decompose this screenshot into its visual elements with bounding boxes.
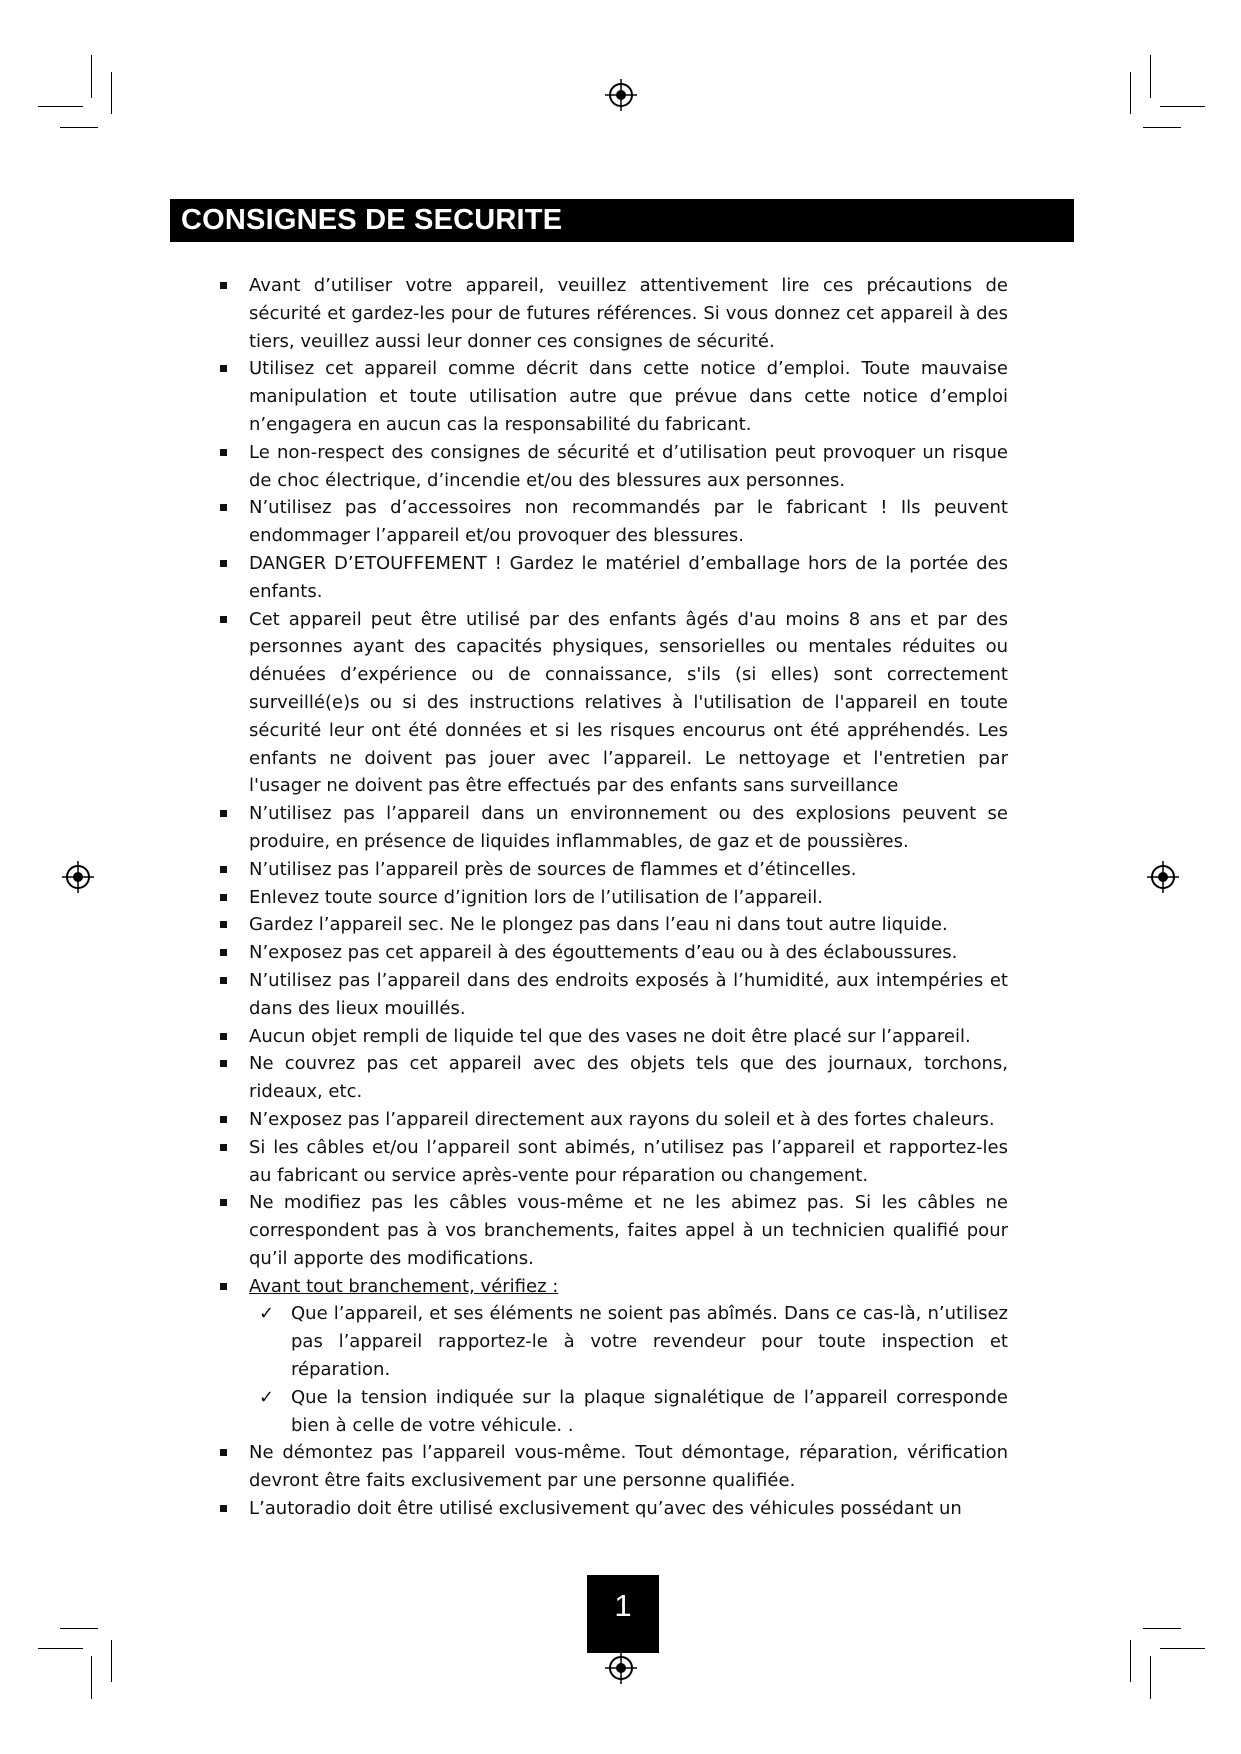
crop-mark [60,127,98,128]
list-item [220,439,1008,495]
list-item-text: Si les câbles et/ou l’appareil sont abimés, n’utilisez pas l’appareil et rapportez-les au fabricant ou service après-vente pour réparation ou changement. [249,1136,1008,1186]
crop-mark [1143,127,1181,128]
bullet-square-icon [220,365,227,372]
registration-mark-icon [604,1651,638,1685]
crop-mark [91,1656,92,1699]
list-item [220,967,1008,1023]
bullet-square-icon [220,1449,227,1456]
crop-mark [1160,1648,1205,1649]
safety-instructions-list [220,272,1008,1523]
bullet-square-icon [220,504,227,511]
list-item [220,355,1008,438]
list-item-text: Aucun objet rempli de liquide tel que des vases ne doit être placé sur l’appareil. [249,1025,971,1047]
checkmark-icon: ✓ [259,1303,275,1325]
checklist [249,1300,1008,1439]
bullet-square-icon [220,977,227,984]
list-item-text: N’exposez pas cet appareil à des égouttements d’eau ou à des éclaboussures. [249,942,958,964]
list-item-text: Avant d’utiliser votre appareil, veuillez attentivement lire ces précautions de sécurité et gardez-les pour de futures références. Si vous donnez cet appareil à des tiers, veuillez aussi leur donner ces consignes de sécurité. [249,275,1008,352]
bullet-square-icon [220,449,227,456]
list-item-text: Le non-respect des consignes de sécurité et d’utilisation peut provoquer un risque de choc électrique, d’incendie et/ou des blessures aux personnes. [249,441,1008,491]
list-item [220,1439,1008,1495]
list-item [220,856,1008,884]
bullet-square-icon [220,810,227,817]
list-item-text: Ne modifiez pas les câbles vous-même et ne les abimez pas. Si les câbles ne correspondent pas à vos branchements, faites appel à un technicien qualifié pour qu’il apporte des modifications. [249,1192,1008,1269]
crop-mark [1130,1640,1131,1682]
list-item [220,1189,1008,1272]
list-item-text: L’autoradio doit être utilisé exclusivement qu’avec des véhicules possédant un [249,1498,962,1520]
bullet-square-icon [220,1199,227,1206]
crop-mark [111,72,112,114]
page-number: 1 [587,1575,659,1653]
registration-mark-icon [61,860,95,894]
crop-mark [111,1640,112,1682]
list-item [220,494,1008,550]
list-item-text: Utilisez cet appareil comme décrit dans cette notice d’emploi. Toute mauvaise manipulation et toute utilisation autre que prévue dans cette notice d’emploi n’engagera en aucun cas la responsabilité du fabricant. [249,358,1008,435]
crop-mark [91,55,92,98]
list-item-text: N’utilisez pas l’appareil dans des endroits exposés à l’humidité, aux intempéries et dans des lieux mouillés. [249,969,1008,1019]
list-item [220,1495,1008,1523]
list-item-text: DANGER D’ETOUFFEMENT ! Gardez le matériel d’emballage hors de la portée des enfants. [249,552,1008,602]
bullet-square-icon [220,1033,227,1040]
crop-mark [1150,55,1151,98]
checklist-item [249,1300,1008,1383]
list-item [220,272,1008,355]
bullet-square-icon [220,949,227,956]
registration-mark-icon [604,78,638,112]
bullet-square-icon [220,866,227,873]
list-item [220,884,1008,912]
list-item [220,911,1008,939]
crop-mark [1150,1656,1151,1699]
list-item [220,1106,1008,1134]
list-item-text: Ne couvrez pas cet appareil avec des objets tels que des journaux, torchons, rideaux, etc. [249,1053,1008,1103]
crop-mark [1160,106,1205,107]
list-item [220,939,1008,967]
list-item [220,1050,1008,1106]
bullet-square-icon [220,921,227,928]
list-item-text: N’exposez pas l’appareil directement aux rayons du soleil et à des fortes chaleurs. [249,1108,995,1130]
list-item-text: Gardez l’appareil sec. Ne le plongez pas dans l’eau ni dans tout autre liquide. [249,914,948,936]
list-item-text: Avant tout branchement, vérifiez : [249,1275,559,1297]
list-item [220,550,1008,606]
section-title: CONSIGNES DE SECURITE [170,199,1074,242]
list-item-text: N’utilisez pas l’appareil dans un environnement ou des explosions peuvent se produire, en présence de liquides inflammables, de gaz et de poussières. [249,803,1008,852]
crop-mark [1143,1628,1181,1629]
list-item-text: Cet appareil peut être utilisé par des enfants âgés d'au moins 8 ans et par des personnes ayant des capacités physiques, sensorielles ou mentales réduites ou dénuées d’expérience ou de connaissance, s'ils (si elles) sont correctement surveillé(e)s ou si des instructions relatives à l'utilisation de l'appareil en toute sécurité leur ont été données et si les risques encourus ont été appréhendés. Les enfants ne doivent pas jouer avec l’appareil. Le nettoyage et l'entretien par l'usager ne doivent pas être effectués par des enfants sans surveillance [249,608,1008,797]
crop-mark [60,1628,98,1629]
list-item [220,1134,1008,1190]
bullet-square-icon [220,282,227,289]
bullet-square-icon [220,616,227,623]
list-item [220,1023,1008,1051]
crop-mark [38,106,83,107]
crop-mark [38,1648,83,1649]
crop-mark [1130,72,1131,114]
checklist-item-text: Que l’appareil, et ses éléments ne soient pas abîmés. Dans ce cas-là, n’utilisez pas l’appareil rapportez-le à votre revendeur pour toute inspection et réparation. [291,1303,1008,1381]
list-item-text: N’utilisez pas d’accessoires non recommandés par le fabricant ! Ils peuvent endommager l’appareil et/ou provoquer des blessures. [249,497,1008,547]
registration-mark-icon [1146,860,1180,894]
bullet-square-icon [220,1283,227,1290]
bullet-square-icon [220,1060,227,1067]
bullet-square-icon [220,894,227,901]
checklist-item [249,1384,1008,1440]
list-item [220,1273,1008,1440]
bullet-square-icon [220,1505,227,1512]
list-item-text: Enlevez toute source d’ignition lors de l’utilisation de l’appareil. [249,886,823,908]
bullet-square-icon [220,1116,227,1123]
bullet-square-icon [220,1144,227,1151]
list-item-text: N’utilisez pas l’appareil près de sources de flammes et d’étincelles. [249,858,857,880]
list-item [220,606,1008,801]
bullet-square-icon [220,560,227,567]
checklist-item-text: Que la tension indiquée sur la plaque signalétique de l’appareil corresponde bien à celle de votre véhicule. . [291,1386,1008,1436]
checkmark-icon: ✓ [259,1386,275,1408]
list-item [220,800,1008,856]
list-item-text: Ne démontez pas l’appareil vous-même. Tout démontage, réparation, vérification devront être faits exclusivement par une personne qualifiée. [249,1442,1008,1492]
